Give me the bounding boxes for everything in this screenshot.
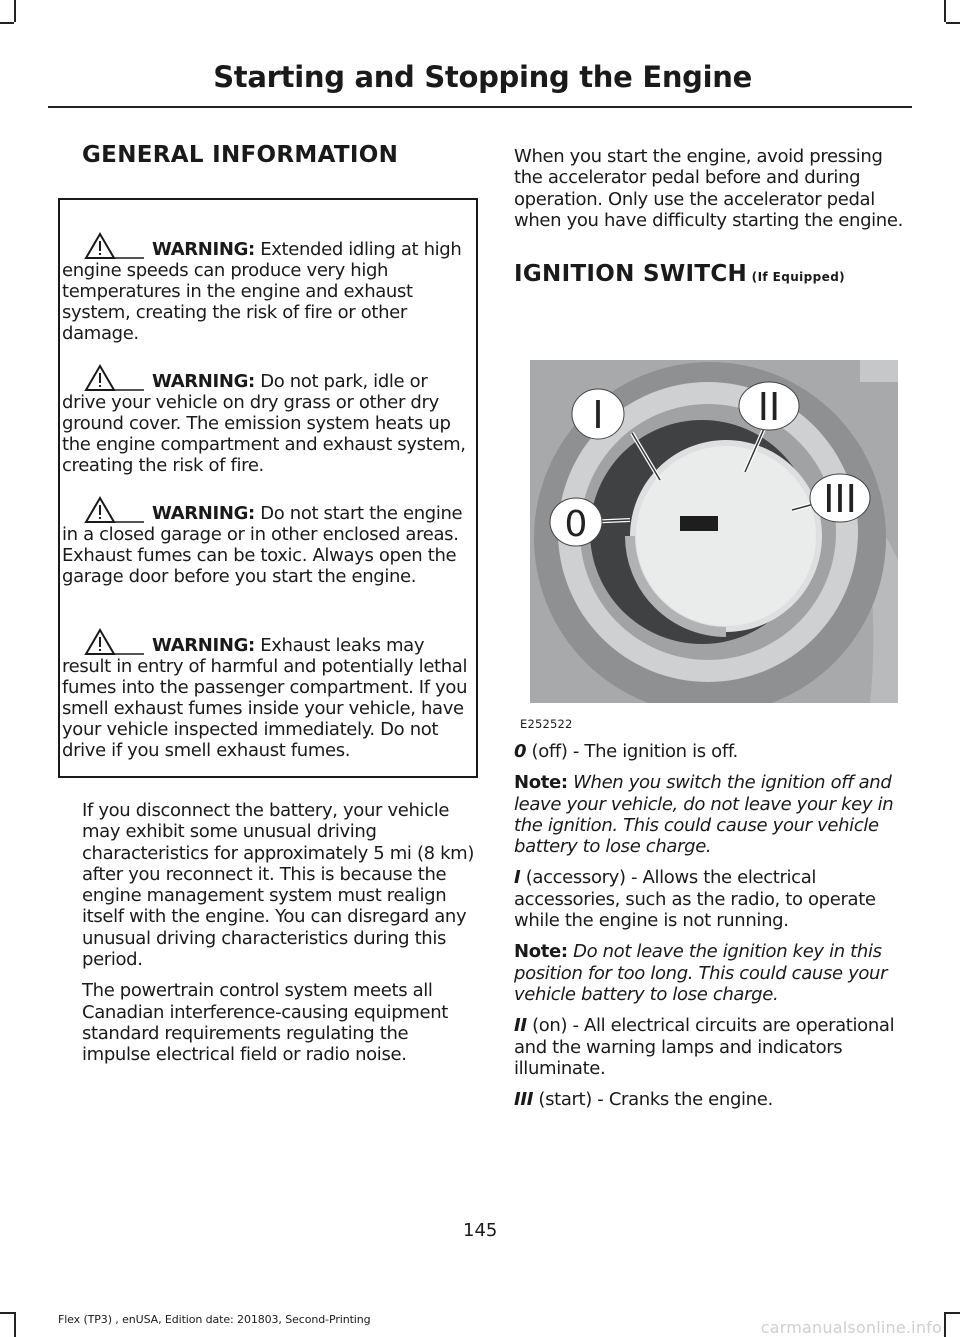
paragraph-intro: When you start the engine, avoid pressing the accelerator pedal before and during operation. Only use the accelerator pedal when you have difficulty starting the engine. <box>514 146 903 231</box>
warning-triangle-icon <box>84 628 146 656</box>
item-start: III (start) - Cranks the engine. <box>514 1089 773 1111</box>
note-switch-off: Note: When you switch the ignition off and leave your vehicle, do not leave your key in the ignition. This could cause your vehicle battery to lose charge. <box>514 772 894 858</box>
warning-closed-garage: WARNING: Do not start the engine in a closed garage or in other enclosed areas. Exhaust fumes can be toxic. Always open the garage door before you start the engine. <box>62 496 476 587</box>
left-body <box>82 800 478 1076</box>
item-accessory: I (accessory) - Allows the electrical accessories, such as the radio, to operate while the engine is not running. <box>514 867 876 932</box>
watermark: carmanualsonline.info <box>760 1318 942 1337</box>
crop-mark <box>0 1312 14 1314</box>
label-on: II <box>757 385 781 429</box>
warning-box <box>58 198 478 778</box>
label-accessory: I <box>592 393 604 437</box>
warning-triangle-icon <box>84 364 146 392</box>
crop-mark <box>944 1312 946 1337</box>
right-column <box>514 146 912 287</box>
warning-triangle-icon <box>84 496 146 524</box>
warning-idling: WARNING: Extended idling at high engine speeds can produce very high temperatures in the engine and exhaust system, creating the risk of fire or other damage. <box>62 232 476 344</box>
crop-mark <box>14 0 16 22</box>
left-column <box>82 142 480 168</box>
warning-triangle-icon <box>84 232 146 260</box>
item-on: II (on) - All electrical circuits are operational and the warning lamps and indicators illuminate. <box>514 1015 895 1079</box>
ignition-switch-figure <box>530 360 898 703</box>
note-key-position: Note: Do not leave the ignition key in this position for too long. This could cause your vehicle battery to lose charge. <box>514 941 888 1005</box>
paragraph-battery: If you disconnect the battery, your vehicle may exhibit some unusual driving characteristics for approximately 5 mi (8 km) after you reconnect it. This is because the engine management system must realign itself with the engine. You can disregard any unusual driving characteristics during this period. <box>82 800 475 971</box>
crop-mark <box>944 0 946 22</box>
warning-dry-grass: WARNING: Do not park, idle or drive your vehicle on dry grass or other dry ground cover. The emission system heats up the engine compartment and exhaust system, creating the risk of fire. <box>62 364 476 476</box>
section-title-general: GENERAL INFORMATION <box>82 142 399 168</box>
ignition-positions <box>514 741 912 1120</box>
crop-mark <box>14 1312 16 1337</box>
crop-mark <box>946 1312 960 1314</box>
crop-mark <box>0 22 14 24</box>
crop-mark <box>946 22 960 24</box>
warning-exhaust-leaks: WARNING: Exhaust leaks may result in entry of harmful and potentially lethal fumes into the passenger compartment. If you smell exhaust fumes inside your vehicle, have your vehicle inspected immediately. Do not drive if you smell exhaust fumes. <box>62 628 476 761</box>
label-start: III <box>823 477 857 521</box>
header-rule <box>48 106 912 108</box>
page-number: 145 <box>463 1220 498 1241</box>
ignition-switch-illustration <box>530 360 898 703</box>
paragraph-powertrain: The powertrain control system meets all Canadian interference-causing equipment standard requirements regulating the impulse electrical field or radio noise. <box>82 980 448 1066</box>
section-title-ignition: IGNITION SWITCH (If Equipped) <box>514 261 846 288</box>
figure-code: E252522 <box>520 717 573 731</box>
label-off: 0 <box>564 504 588 545</box>
item-off: 0 (off) - The ignition is off. <box>514 741 738 762</box>
footer-edition: Flex (TP3) , enUSA, Edition date: 201803, Second-Printing <box>58 1313 371 1326</box>
page-title: Starting and Stopping the Engine <box>213 60 752 94</box>
